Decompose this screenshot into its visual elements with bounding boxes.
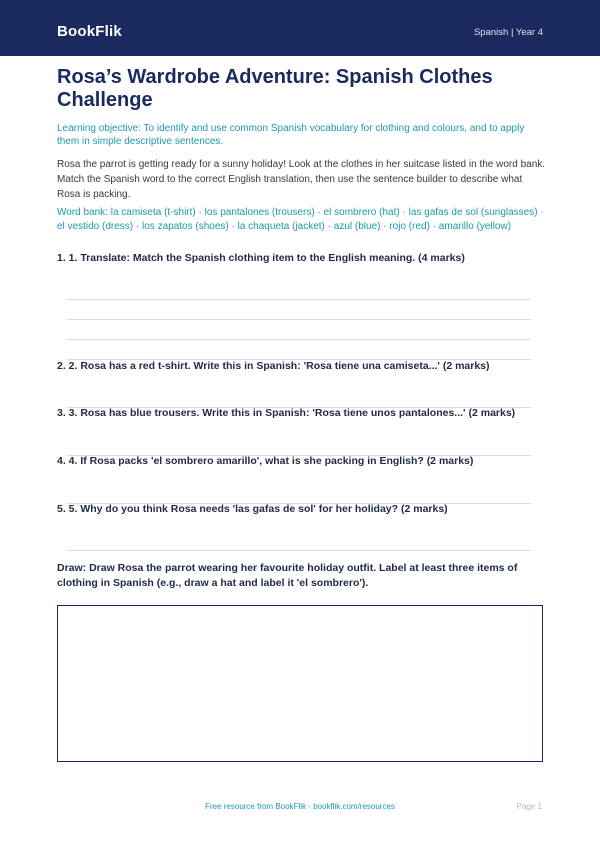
footer-text: Free resource from BookFlik · bookflik.com/resources — [205, 802, 395, 811]
question-1: 1. 1. Translate: Match the Spanish clothing item to the English meaning. (4 marks) — [57, 252, 465, 264]
word-bank: Word bank: la camiseta (t-shirt) · los pantalones (trousers) · el sombrero (hat) · las gafas de sol (sunglasses) · el vestido (dress) · los zapatos (shoes) · la chaqueta (jacket) · azul (blue) · rojo (red) · amarillo (yellow) — [57, 207, 544, 232]
question-4: 4. 4. If Rosa packs 'el sombrero amarillo', what is she packing in English? (2 marks) — [57, 455, 474, 467]
answer-line — [67, 319, 531, 320]
question-2: 2. 2. Rosa has a red t-shirt. Write this in Spanish: 'Rosa tiene una camiseta...' (2 marks) — [57, 360, 490, 372]
answer-line — [67, 550, 531, 551]
draw-prompt: Draw: Draw Rosa the parrot wearing her favourite holiday outfit. Label at least three items of clothing in Spanish (e.g., draw a hat and label it 'el sombrero'). — [57, 562, 518, 589]
brand-logo: BookFlik — [57, 23, 122, 40]
question-3: 3. 3. Rosa has blue trousers. Write this in Spanish: 'Rosa tiene unos pantalones...' (2 marks) — [57, 407, 516, 419]
intro-text: Rosa the parrot is getting ready for a sunny holiday! Look at the clothes in her suitcase listed in the word bank. Match the Spanish word to the correct English translation, then use the sentence builder to describe what Rosa is packing. — [57, 159, 546, 200]
learning-objective: Learning objective: To identify and use common Spanish vocabulary for clothing and colours, and to apply them in simple descriptive sentences. — [57, 123, 525, 147]
answer-line — [67, 339, 531, 340]
worksheet-title: Rosa’s Wardrobe Adventure: Spanish Clothes Challenge — [57, 66, 493, 111]
page-number: Page 1 — [516, 802, 542, 811]
page-header — [0, 0, 600, 56]
question-5: 5. 5. Why do you think Rosa needs 'las gafas de sol' for her holiday? (2 marks) — [57, 503, 448, 515]
answer-line — [67, 299, 531, 300]
subject-label: Spanish | Year 4 — [473, 27, 543, 38]
drawing-area[interactable] — [57, 605, 543, 762]
